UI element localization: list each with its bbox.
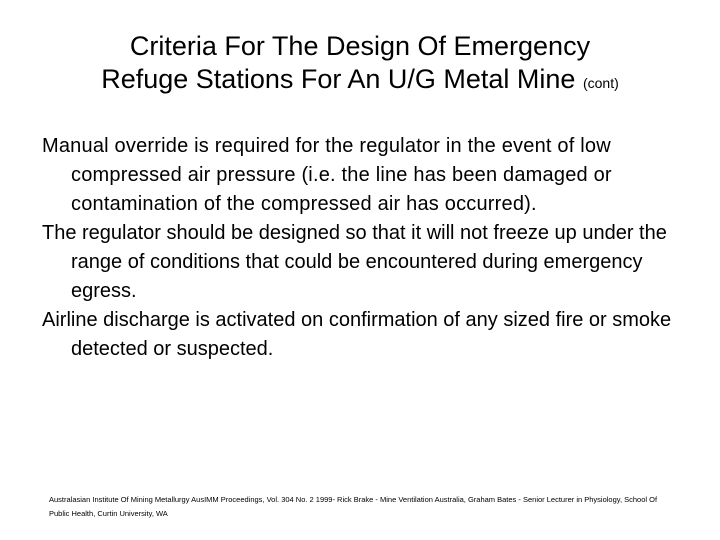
paragraph-airline-discharge: Airline discharge is activated on confirmation of any sized fire or smoke detected or suspected. <box>42 309 672 360</box>
title-line-2-text: Refuge Stations For An U/G Metal Mine <box>101 64 576 94</box>
paragraph-regulator-freeze: The regulator should be designed so that it will not freeze up under the range of conditions that could be encountered during emergency egress. <box>42 222 667 302</box>
slide-title <box>20 30 700 100</box>
paragraph-manual-override: Manual override is required for the regulator in the event of low compressed air pressure (i.e. the line has been damaged or contamination of the compressed air has occurred). <box>42 135 612 215</box>
title-line-1: Criteria For The Design Of Emergency <box>129 31 591 61</box>
body-text <box>42 132 682 364</box>
footer-citation: Australasian Institute Of Mining Metallurgy AusIMM Proceedings, Vol. 304 No. 2 1999- Rick Brake - Mine Ventilation Australia, Graham Bates - Senior Lecturer in Physiology, School Of Public Health, Curtin University, WA <box>49 495 658 518</box>
title-line-2 <box>20 63 700 100</box>
title-suffix: (cont) <box>582 75 619 91</box>
